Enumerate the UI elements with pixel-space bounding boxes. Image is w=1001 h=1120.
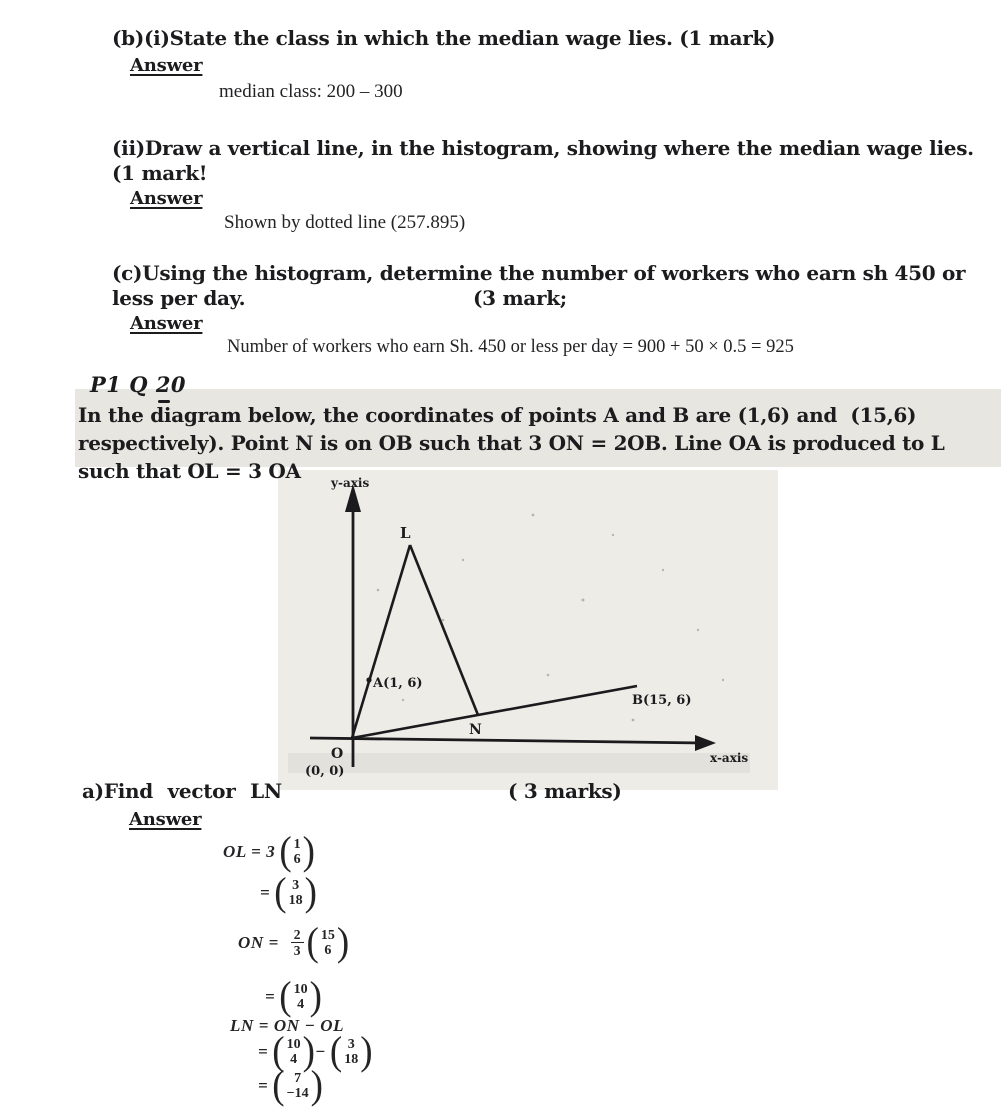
- y-axis-label: y-axis: [331, 476, 370, 490]
- question-b-ii-line2: (1 mark!: [112, 161, 208, 185]
- math-text: =: [260, 882, 271, 902]
- line-O-to-L: [352, 545, 410, 738]
- answer-text-c: Number of workers who earn Sh. 450 or less per day = 900 + 50 × 0.5 = 925: [227, 337, 794, 357]
- answer-text-b-ii: Shown by dotted line (257.895): [224, 212, 466, 233]
- question-20-heading: P1 Q 20: [90, 372, 187, 397]
- math-line-7: [258, 1063, 323, 1108]
- x-axis-arrowhead: [695, 735, 716, 751]
- point-N-label: N: [469, 722, 482, 738]
- column-vector: ( 1 6 ): [279, 829, 315, 874]
- math-line-4: [265, 974, 322, 1019]
- scan-shading-question-band: [75, 389, 1001, 467]
- math-text: =: [258, 1041, 269, 1061]
- question-c-line1: (c)Using the histogram, determine the number of workers who earn sh 450 or: [112, 261, 966, 285]
- question-20-line1: In the diagram below, the coordinates of points A and B are (1,6) and (15,6): [78, 403, 917, 427]
- answer-text-b-i: median class: 200 – 300: [219, 81, 403, 102]
- fraction: $\frac{2}{3}$: [291, 927, 304, 958]
- column-vector: ( 10 4 ): [272, 1029, 315, 1074]
- math-text: −: [314, 1041, 326, 1061]
- question-20-line2: respectively). Point N is on OB such that 3 ON = 2OB. Line OA is produced to L: [78, 431, 945, 455]
- math-text: =: [265, 986, 276, 1006]
- math-line-2: [260, 870, 317, 915]
- point-A-dot: [366, 677, 371, 682]
- question-c-marks: (3 mark;: [473, 286, 567, 310]
- point-B-label: B(15, 6): [632, 693, 692, 708]
- answer-label-b-i: Answer: [130, 55, 203, 76]
- column-vector: ( 3 18 ): [274, 870, 317, 915]
- math-line-1: [223, 829, 315, 874]
- point-A-label: A(1, 6): [373, 676, 423, 691]
- math-text: =: [258, 1075, 269, 1095]
- origin-label: O: [331, 746, 344, 762]
- math-text: LN = ON − OL: [230, 1016, 345, 1035]
- line-O-to-B: [352, 686, 637, 738]
- origin-coords-label: (0, 0): [305, 764, 345, 779]
- answer-label-part-a: Answer: [129, 809, 202, 830]
- column-vector: ( 15 6 ): [306, 920, 350, 965]
- column-vector: ( 7 −14 ): [272, 1063, 323, 1108]
- part-a-marks: ( 3 marks): [508, 779, 622, 803]
- question-c-line2: less per day.: [112, 286, 246, 310]
- math-text: OL = 3: [223, 841, 276, 861]
- math-text: ON =: [238, 932, 284, 952]
- scan-speckles: [377, 514, 725, 722]
- column-vector: ( 3 18 ): [329, 1029, 373, 1074]
- answer-label-c: Answer: [130, 313, 203, 334]
- question-b-i: (b)(i)State the class in which the median wage lies. (1 mark): [112, 26, 776, 50]
- column-vector: ( 10 4 ): [279, 974, 322, 1019]
- vector-diagram: [283, 470, 773, 800]
- point-L-label: L: [400, 524, 411, 542]
- answer-label-b-ii: Answer: [130, 188, 203, 209]
- question-20-line3: such that OL = 3 OA: [78, 459, 301, 483]
- x-axis-label: x-axis: [710, 751, 749, 765]
- x-axis-line: [310, 738, 703, 743]
- part-a-label: a)Find vector LN: [82, 779, 282, 803]
- math-line-3: [238, 920, 350, 965]
- question-b-ii-line1: (ii)Draw a vertical line, in the histogram, showing where the median wage lies.: [112, 136, 974, 160]
